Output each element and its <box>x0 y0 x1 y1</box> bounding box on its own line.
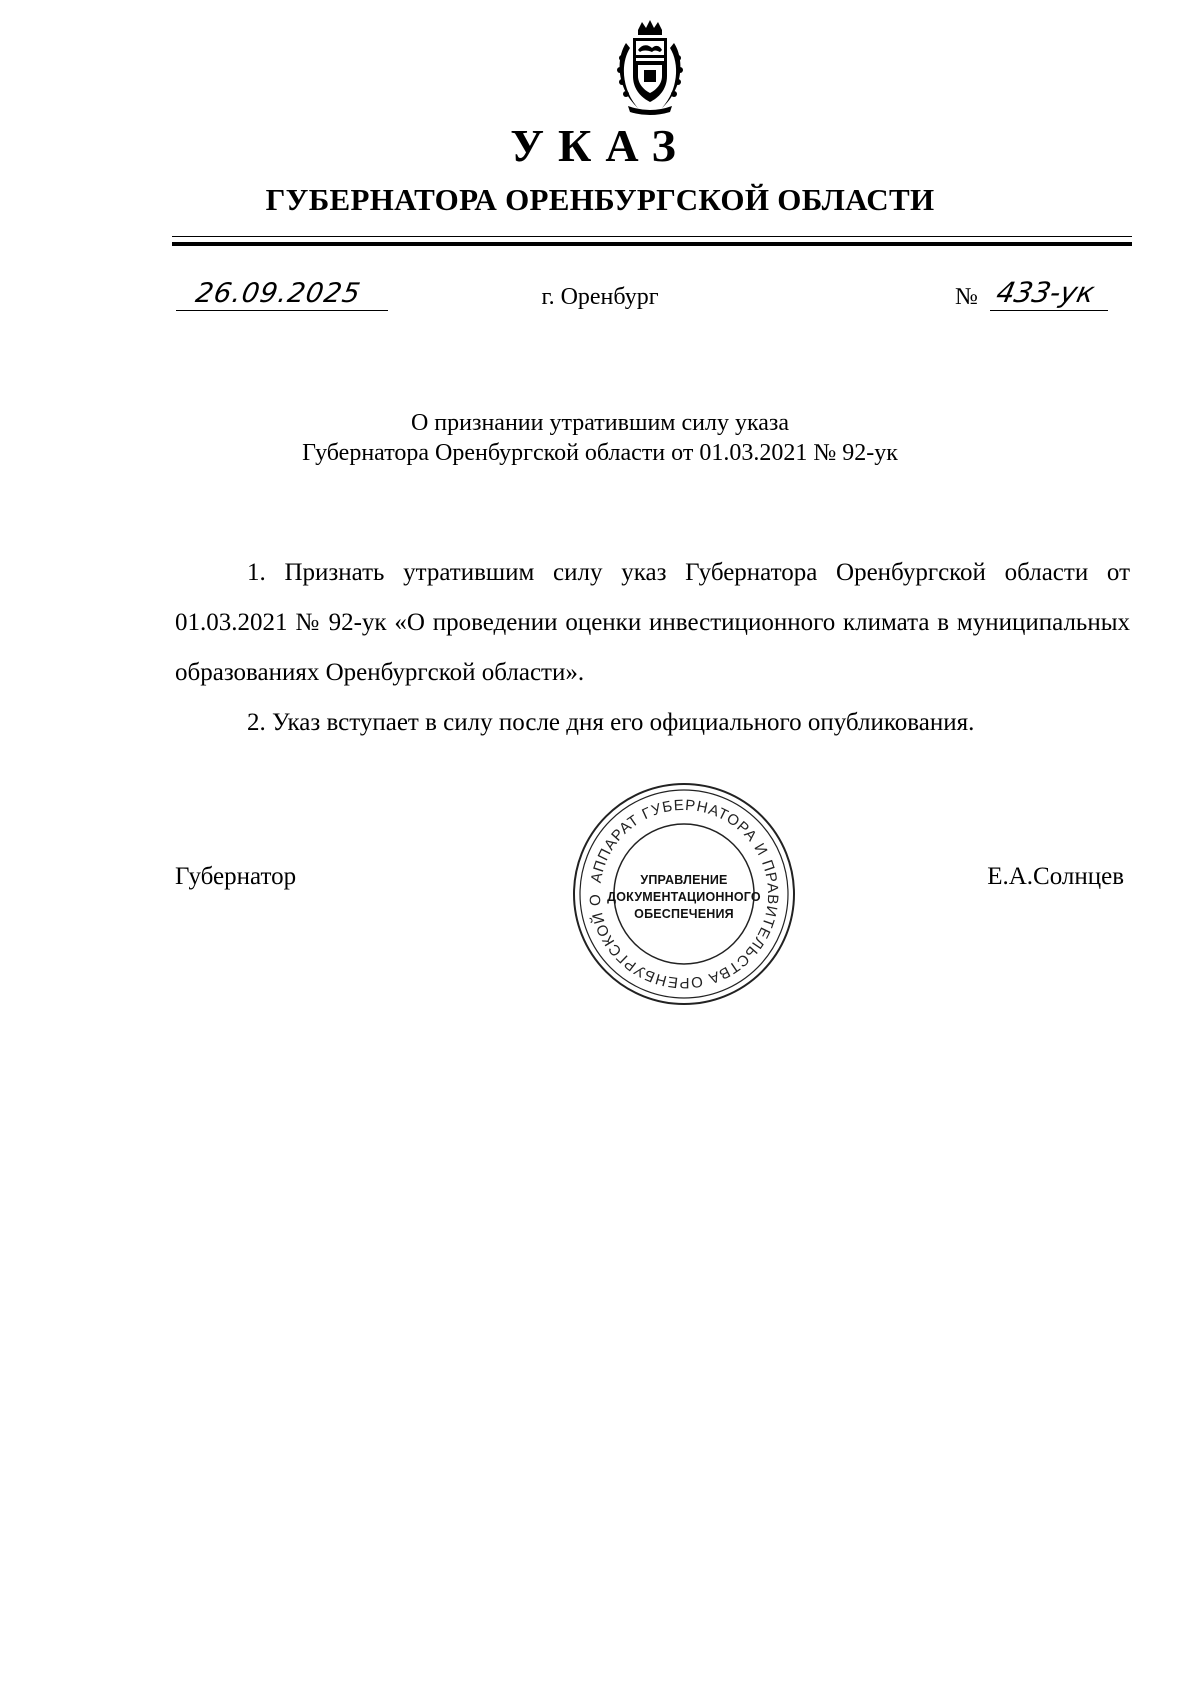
signatory-name: Е.А.Солнцев <box>987 863 1124 890</box>
header-divider-thick <box>172 242 1132 246</box>
subject-line: Губернатора Оренбургской области от 01.03.2021 № 92-ук <box>302 440 898 466</box>
seal-center-line: ДОКУМЕНТАЦИОННОГО <box>607 890 761 904</box>
coat-of-arms-icon <box>608 18 692 118</box>
body-paragraph: 1. Признать утратившим силу указ Губернатора Оренбургской области от 01.03.2021 № 92-ук «О проведении оценки инвестиционного климата в муниципальных образованиях Оренбургской области». <box>175 559 1130 686</box>
seal-center-line: УПРАВЛЕНИЕ <box>640 873 728 887</box>
body-paragraph: 2. Указ вступает в силу после дня его официального опубликования. <box>247 709 975 736</box>
seal-ring-text: АППАРАТ ГУБЕРНАТОРА И ПРАВИТЕЛЬСТВА ОРЕНБУРГСКОЙ О <box>586 796 782 992</box>
official-seal <box>570 780 798 1008</box>
document-city: г. Оренбург <box>541 284 659 310</box>
issuer-title: ГУБЕРНАТОРА ОРЕНБУРГСКОЙ ОБЛАСТИ <box>265 182 935 217</box>
document-date: 26.09.2025 <box>193 278 364 309</box>
document-body <box>175 548 1130 748</box>
subject-line: О признании утратившим силу указа <box>410 410 790 436</box>
seal-center-line: ОБЕСПЕЧЕНИЯ <box>634 907 734 921</box>
document-subject <box>0 408 1200 468</box>
header-divider-thin <box>172 236 1132 237</box>
number-underline <box>990 310 1108 311</box>
document-title: УКАЗ <box>510 120 690 171</box>
seal-center-text <box>570 872 798 923</box>
signatory-position: Губернатор <box>175 863 297 890</box>
document-number: 433-ук <box>993 276 1098 309</box>
number-sign: № <box>955 284 978 310</box>
